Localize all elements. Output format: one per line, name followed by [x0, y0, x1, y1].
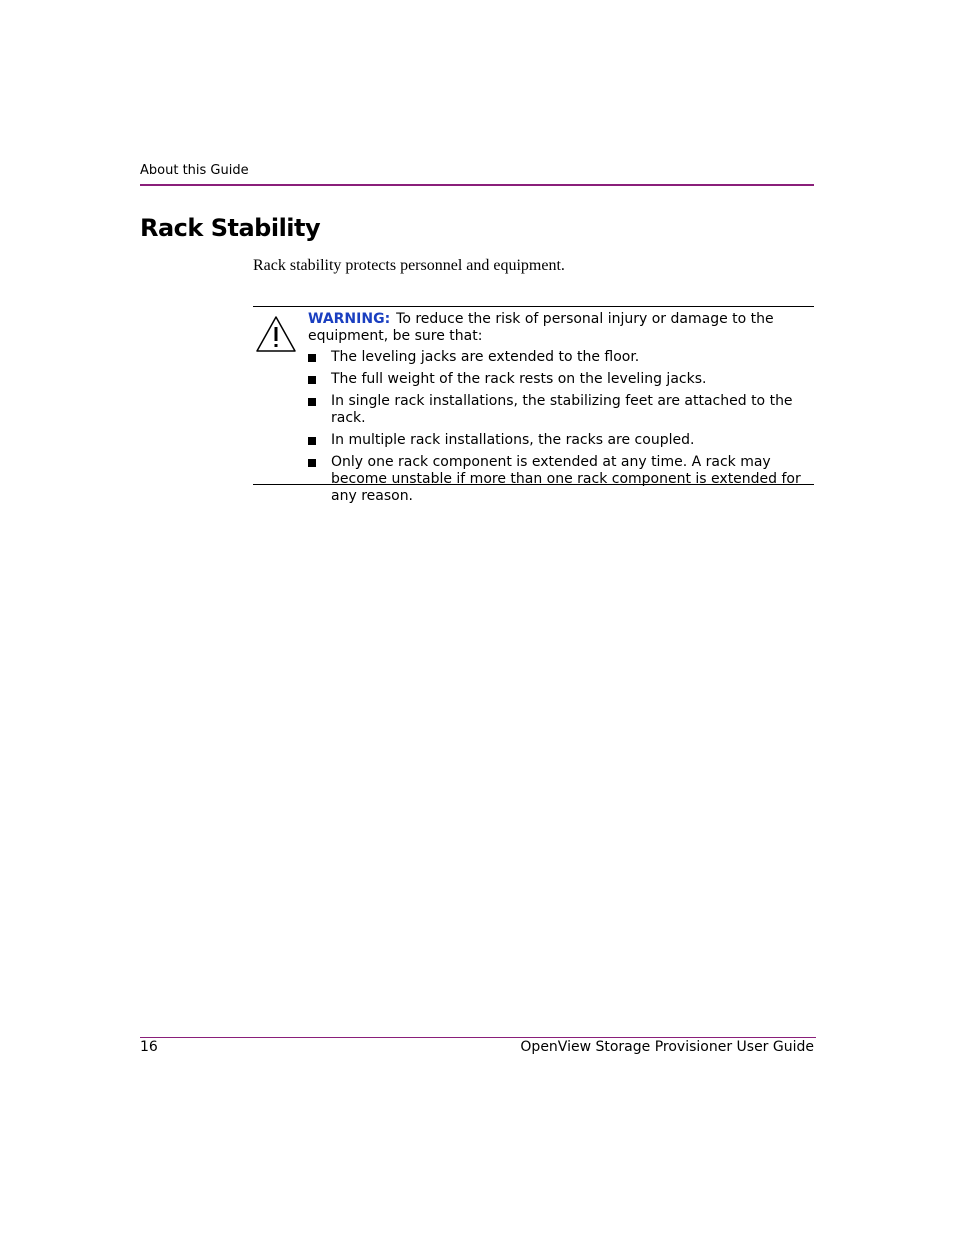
bullet-square-icon	[308, 437, 316, 445]
list-item-text: The leveling jacks are extended to the floor.	[331, 349, 640, 365]
warning-triangle-icon	[255, 315, 297, 353]
running-header: About this Guide	[140, 163, 249, 178]
warning-label: WARNING:	[308, 311, 391, 327]
list-item	[308, 349, 808, 366]
list-item-text: The full weight of the rack rests on the leveling jacks.	[331, 371, 707, 387]
list-item-text: Only one rack component is extended at any time. A rack may become unstable if more than one rack component is extended for any reason.	[331, 454, 801, 504]
list-item	[308, 393, 808, 427]
page-number: 16	[140, 1039, 158, 1055]
warning-list	[308, 349, 808, 505]
header-rule	[140, 184, 814, 186]
list-item	[308, 432, 808, 449]
bullet-square-icon	[308, 398, 316, 406]
intro-paragraph: Rack stability protects personnel and equipment.	[253, 257, 565, 274]
footer-rule	[140, 1037, 816, 1038]
warning-content	[308, 311, 808, 510]
warning-text: To reduce the risk of personal injury or damage to the equipment, be sure that:	[308, 311, 774, 344]
warning-box	[253, 306, 814, 504]
warning-intro	[308, 311, 808, 345]
bullet-square-icon	[308, 459, 316, 467]
list-item	[308, 371, 808, 388]
list-item-text: In multiple rack installations, the racks are coupled.	[331, 432, 695, 448]
bullet-square-icon	[308, 376, 316, 384]
section-title: Rack Stability	[140, 214, 321, 242]
bullet-square-icon	[308, 354, 316, 362]
list-item	[308, 454, 808, 505]
list-item-text: In single rack installations, the stabilizing feet are attached to the rack.	[331, 393, 793, 426]
footer-doc-title: OpenView Storage Provisioner User Guide	[520, 1039, 814, 1055]
